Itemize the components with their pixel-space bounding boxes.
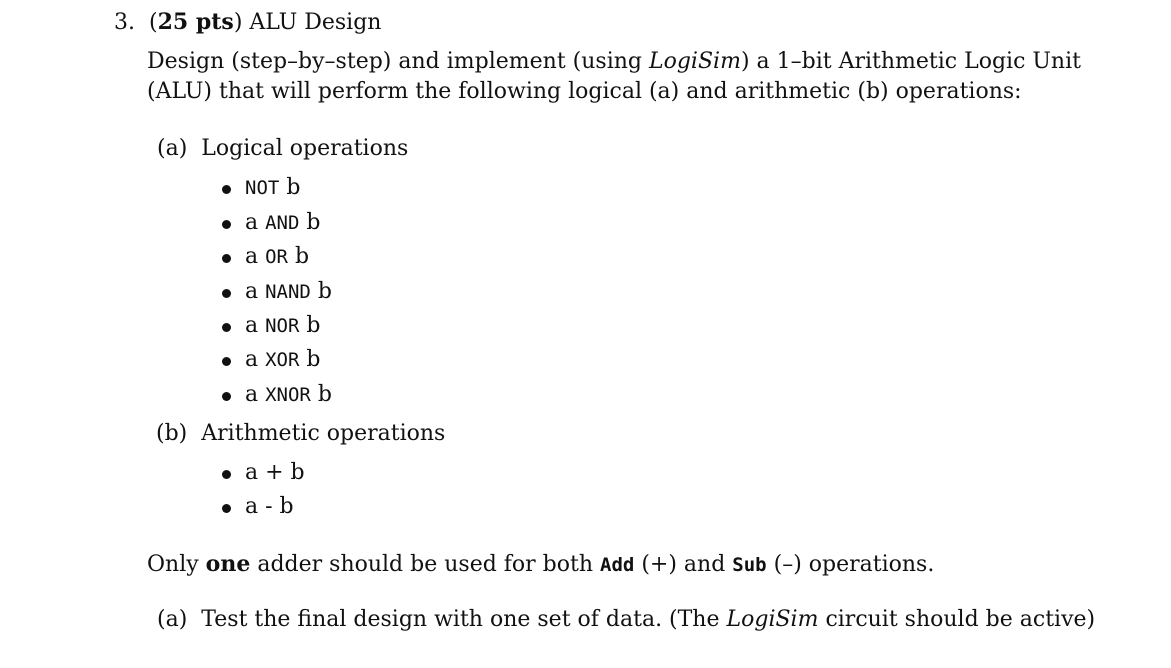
logical-heading: (a) Logical operations bbox=[157, 136, 409, 161]
bullet-icon bbox=[222, 185, 231, 194]
bullet-icon bbox=[222, 392, 231, 401]
arithmetic-label: (b) bbox=[156, 421, 188, 446]
adder-note: Only one adder should be used for both Add (+) and Sub (–) operations. bbox=[147, 551, 935, 577]
question-header bbox=[114, 8, 381, 37]
tool-name: LogiSim bbox=[648, 49, 741, 74]
bullet-icon bbox=[222, 220, 231, 229]
bullet-icon bbox=[222, 504, 231, 513]
bullet-icon bbox=[222, 470, 231, 479]
sub-op: Sub bbox=[732, 554, 767, 576]
test-item: (a) Test the final design with one set of data. (The LogiSim circuit should be active) bbox=[157, 607, 1096, 632]
bullet-icon bbox=[222, 323, 231, 332]
question-points: (25 pts) bbox=[149, 9, 243, 35]
logical-label: (a) bbox=[157, 136, 188, 161]
test-label: (a) bbox=[157, 607, 188, 632]
intro-line-1: Design (step–by–step) and implement (using LogiSim) a 1–bit Arithmetic Logic Unit bbox=[147, 49, 1081, 74]
intro-line-2: (ALU) that will perform the following logical (a) and arithmetic (b) operations: bbox=[147, 79, 1022, 104]
bullet-icon bbox=[222, 357, 231, 366]
question-title: ALU Design bbox=[249, 10, 382, 35]
add-op: Add bbox=[600, 554, 635, 576]
bullet-icon bbox=[222, 289, 231, 298]
bullet-icon bbox=[222, 254, 231, 263]
question-number: 3. bbox=[114, 10, 135, 35]
arithmetic-heading: (b) Arithmetic operations bbox=[156, 421, 446, 446]
